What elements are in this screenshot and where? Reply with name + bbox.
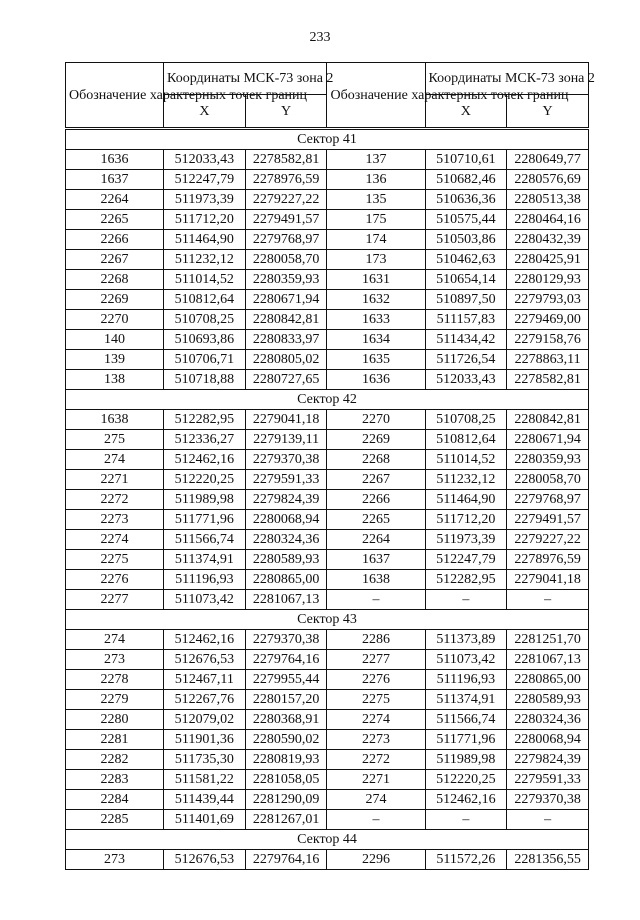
y-right: 2279469,00	[507, 310, 589, 330]
y-left: 2279370,38	[245, 630, 327, 650]
y-left: 2279227,22	[245, 190, 327, 210]
x-right: 511374,91	[425, 690, 507, 710]
point-id-left: 2282	[66, 750, 164, 770]
x-left: 511581,22	[164, 770, 246, 790]
sector-header-row	[66, 390, 589, 410]
y-left: 2280324,36	[245, 530, 327, 550]
y-right: 2280359,93	[507, 450, 589, 470]
point-id-right: 135	[327, 190, 425, 210]
table-row	[66, 430, 589, 450]
point-id-left: 2281	[66, 730, 164, 750]
table-row	[66, 410, 589, 430]
table-row	[66, 510, 589, 530]
table-body	[66, 129, 589, 870]
point-id-right: –	[327, 590, 425, 610]
x-right: 510812,64	[425, 430, 507, 450]
y-right: 2278582,81	[507, 370, 589, 390]
y-right: 2278976,59	[507, 550, 589, 570]
point-id-right: 136	[327, 170, 425, 190]
table-row	[66, 250, 589, 270]
x-right: 511073,42	[425, 650, 507, 670]
table-row	[66, 550, 589, 570]
x-right: 512033,43	[425, 370, 507, 390]
point-id-right: 2286	[327, 630, 425, 650]
y-right: 2280058,70	[507, 470, 589, 490]
table-row	[66, 650, 589, 670]
x-right: 510708,25	[425, 410, 507, 430]
y-right: 2280425,91	[507, 250, 589, 270]
point-id-right: 2271	[327, 770, 425, 790]
y-right: 2280513,38	[507, 190, 589, 210]
table-row	[66, 590, 589, 610]
x-right: 510654,14	[425, 270, 507, 290]
page-number: 233	[309, 30, 331, 45]
y-left: 2278976,59	[245, 170, 327, 190]
y-left: 2281290,09	[245, 790, 327, 810]
point-id-left: 2274	[66, 530, 164, 550]
x-left: 511014,52	[164, 270, 246, 290]
x-left: 511196,93	[164, 570, 246, 590]
x-right: 511014,52	[425, 450, 507, 470]
y-right: 2279768,97	[507, 490, 589, 510]
y-right: 2280576,69	[507, 170, 589, 190]
table-row	[66, 630, 589, 650]
y-right: 2279591,33	[507, 770, 589, 790]
header-designation-left: Обозначение характерных точек границ	[66, 63, 164, 129]
x-left: 510693,86	[164, 330, 246, 350]
table-row	[66, 210, 589, 230]
table-row	[66, 750, 589, 770]
x-right: 511434,42	[425, 330, 507, 350]
point-id-right: –	[327, 810, 425, 830]
point-id-right: 274	[327, 790, 425, 810]
y-right: 2280649,77	[507, 150, 589, 170]
header-x-left: X	[164, 95, 246, 129]
sector-header-row	[66, 129, 589, 150]
point-id-right: 2273	[327, 730, 425, 750]
y-right: 2279041,18	[507, 570, 589, 590]
x-left: 512033,43	[164, 150, 246, 170]
x-right: 510575,44	[425, 210, 507, 230]
x-left: 510812,64	[164, 290, 246, 310]
sector-header-row	[66, 830, 589, 850]
point-id-left: 2272	[66, 490, 164, 510]
point-id-left: 2271	[66, 470, 164, 490]
x-right: 510897,50	[425, 290, 507, 310]
table-row	[66, 670, 589, 690]
point-id-right: 1637	[327, 550, 425, 570]
y-left: 2280842,81	[245, 310, 327, 330]
x-left: 511989,98	[164, 490, 246, 510]
point-id-left: 273	[66, 850, 164, 870]
x-left: 511401,69	[164, 810, 246, 830]
point-id-left: 139	[66, 350, 164, 370]
x-left: 511073,42	[164, 590, 246, 610]
x-right: 511464,90	[425, 490, 507, 510]
y-left: 2280157,20	[245, 690, 327, 710]
table-row	[66, 150, 589, 170]
y-left: 2280865,00	[245, 570, 327, 590]
point-id-left: 2264	[66, 190, 164, 210]
table-row	[66, 270, 589, 290]
y-right: 2278863,11	[507, 350, 589, 370]
point-id-left: 275	[66, 430, 164, 450]
x-right: 510462,63	[425, 250, 507, 270]
header-coords-left: Координаты МСК-73 зона 2	[164, 63, 327, 95]
y-right: 2280129,93	[507, 270, 589, 290]
point-id-left: 140	[66, 330, 164, 350]
point-id-left: 2278	[66, 670, 164, 690]
x-right: 511232,12	[425, 470, 507, 490]
x-right: 511196,93	[425, 670, 507, 690]
x-left: 511973,39	[164, 190, 246, 210]
x-left: 511735,30	[164, 750, 246, 770]
x-left: 511771,96	[164, 510, 246, 530]
x-left: 512462,16	[164, 630, 246, 650]
x-left: 512282,95	[164, 410, 246, 430]
point-id-left: 2276	[66, 570, 164, 590]
table-row	[66, 290, 589, 310]
y-left: 2280805,02	[245, 350, 327, 370]
x-left: 511566,74	[164, 530, 246, 550]
table-row	[66, 710, 589, 730]
y-right: 2280865,00	[507, 670, 589, 690]
y-left: 2280068,94	[245, 510, 327, 530]
y-left: 2279764,16	[245, 650, 327, 670]
x-left: 512267,76	[164, 690, 246, 710]
sector-header-row	[66, 610, 589, 630]
x-left: 511901,36	[164, 730, 246, 750]
x-right: 512282,95	[425, 570, 507, 590]
x-left: 511712,20	[164, 210, 246, 230]
point-id-right: 2265	[327, 510, 425, 530]
point-id-right: 2272	[327, 750, 425, 770]
point-id-right: 175	[327, 210, 425, 230]
point-id-left: 2275	[66, 550, 164, 570]
point-id-left: 1638	[66, 410, 164, 430]
x-right: 511973,39	[425, 530, 507, 550]
sector-title: Сектор 43	[66, 610, 589, 630]
x-left: 511374,91	[164, 550, 246, 570]
y-left: 2280359,93	[245, 270, 327, 290]
x-left: 511232,12	[164, 250, 246, 270]
point-id-left: 274	[66, 630, 164, 650]
point-id-right: 2267	[327, 470, 425, 490]
y-right: 2279824,39	[507, 750, 589, 770]
table-row	[66, 570, 589, 590]
table-row	[66, 170, 589, 190]
x-left: 512079,02	[164, 710, 246, 730]
x-left: 510706,71	[164, 350, 246, 370]
point-id-right: 2274	[327, 710, 425, 730]
y-right: 2281251,70	[507, 630, 589, 650]
point-id-right: 1638	[327, 570, 425, 590]
point-id-right: 2270	[327, 410, 425, 430]
point-id-left: 274	[66, 450, 164, 470]
table-row	[66, 350, 589, 370]
point-id-left: 2270	[66, 310, 164, 330]
y-left: 2278582,81	[245, 150, 327, 170]
header-designation-right: Обозначение характерных точек границ	[327, 63, 425, 129]
point-id-left: 2266	[66, 230, 164, 250]
x-left: 510718,88	[164, 370, 246, 390]
point-id-right: 1632	[327, 290, 425, 310]
y-left: 2280833,97	[245, 330, 327, 350]
y-left: 2279041,18	[245, 410, 327, 430]
point-id-left: 2279	[66, 690, 164, 710]
header-x-right: X	[425, 95, 507, 129]
x-right: 510682,46	[425, 170, 507, 190]
y-left: 2280590,02	[245, 730, 327, 750]
y-right: 2280068,94	[507, 730, 589, 750]
coordinates-table	[65, 62, 595, 870]
y-right: –	[507, 590, 589, 610]
point-id-right: 174	[327, 230, 425, 250]
y-left: 2280819,93	[245, 750, 327, 770]
point-id-left: 1637	[66, 170, 164, 190]
point-id-left: 2285	[66, 810, 164, 830]
y-right: 2279793,03	[507, 290, 589, 310]
x-right: 512247,79	[425, 550, 507, 570]
y-right: 2281067,13	[507, 650, 589, 670]
point-id-left: 273	[66, 650, 164, 670]
y-right: 2280324,36	[507, 710, 589, 730]
table-row	[66, 470, 589, 490]
y-right: 2279370,38	[507, 790, 589, 810]
x-right: –	[425, 810, 507, 830]
header-y-right: Y	[507, 95, 589, 129]
y-right: 2279227,22	[507, 530, 589, 550]
point-id-right: 1635	[327, 350, 425, 370]
point-id-left: 1636	[66, 150, 164, 170]
x-left: 512247,79	[164, 170, 246, 190]
y-left: 2280671,94	[245, 290, 327, 310]
table-row	[66, 810, 589, 830]
point-id-left: 2268	[66, 270, 164, 290]
table-row	[66, 370, 589, 390]
point-id-right: 2275	[327, 690, 425, 710]
point-id-left: 2265	[66, 210, 164, 230]
x-right: 512220,25	[425, 770, 507, 790]
x-right: 511726,54	[425, 350, 507, 370]
sector-title: Сектор 44	[66, 830, 589, 850]
point-id-left: 138	[66, 370, 164, 390]
table-row	[66, 490, 589, 510]
y-left: 2279491,57	[245, 210, 327, 230]
x-right: 511157,83	[425, 310, 507, 330]
table-row	[66, 310, 589, 330]
x-left: 511464,90	[164, 230, 246, 250]
y-left: 2281067,13	[245, 590, 327, 610]
table-row	[66, 850, 589, 870]
table-row	[66, 190, 589, 210]
y-left: 2280727,65	[245, 370, 327, 390]
y-left: 2279139,11	[245, 430, 327, 450]
point-id-right: 1631	[327, 270, 425, 290]
table-row	[66, 690, 589, 710]
y-right: –	[507, 810, 589, 830]
y-left: 2279764,16	[245, 850, 327, 870]
x-right: –	[425, 590, 507, 610]
y-left: 2281267,01	[245, 810, 327, 830]
sector-title: Сектор 41	[66, 129, 589, 150]
x-left: 510708,25	[164, 310, 246, 330]
point-id-right: 2268	[327, 450, 425, 470]
x-left: 512336,27	[164, 430, 246, 450]
x-right: 511572,26	[425, 850, 507, 870]
x-left: 512467,11	[164, 670, 246, 690]
x-right: 510636,36	[425, 190, 507, 210]
y-left: 2279370,38	[245, 450, 327, 470]
table-row	[66, 770, 589, 790]
y-right: 2279491,57	[507, 510, 589, 530]
y-left: 2280368,91	[245, 710, 327, 730]
point-id-left: 2273	[66, 510, 164, 530]
point-id-left: 2269	[66, 290, 164, 310]
y-right: 2280842,81	[507, 410, 589, 430]
x-right: 511771,96	[425, 730, 507, 750]
point-id-right: 2269	[327, 430, 425, 450]
table-row	[66, 730, 589, 750]
y-right: 2281356,55	[507, 850, 589, 870]
x-right: 512462,16	[425, 790, 507, 810]
x-right: 511566,74	[425, 710, 507, 730]
x-left: 512676,53	[164, 650, 246, 670]
table-row	[66, 230, 589, 250]
point-id-right: 2264	[327, 530, 425, 550]
point-id-right: 2266	[327, 490, 425, 510]
y-left: 2280589,93	[245, 550, 327, 570]
table-row	[66, 330, 589, 350]
point-id-right: 1636	[327, 370, 425, 390]
point-id-right: 137	[327, 150, 425, 170]
point-id-left: 2280	[66, 710, 164, 730]
point-id-right: 173	[327, 250, 425, 270]
point-id-left: 2277	[66, 590, 164, 610]
point-id-left: 2283	[66, 770, 164, 790]
table-row	[66, 450, 589, 470]
y-right: 2280589,93	[507, 690, 589, 710]
point-id-left: 2267	[66, 250, 164, 270]
x-left: 512462,16	[164, 450, 246, 470]
point-id-right: 1633	[327, 310, 425, 330]
y-left: 2279591,33	[245, 470, 327, 490]
y-left: 2279955,44	[245, 670, 327, 690]
x-left: 511439,44	[164, 790, 246, 810]
x-right: 510710,61	[425, 150, 507, 170]
header-coords-right: Координаты МСК-73 зона 2	[425, 63, 588, 95]
y-left: 2281058,05	[245, 770, 327, 790]
x-right: 511989,98	[425, 750, 507, 770]
y-left: 2280058,70	[245, 250, 327, 270]
point-id-left: 2284	[66, 790, 164, 810]
x-left: 512220,25	[164, 470, 246, 490]
y-left: 2279824,39	[245, 490, 327, 510]
y-right: 2280671,94	[507, 430, 589, 450]
y-right: 2279158,76	[507, 330, 589, 350]
point-id-right: 1634	[327, 330, 425, 350]
point-id-right: 2277	[327, 650, 425, 670]
x-right: 511373,89	[425, 630, 507, 650]
table-row	[66, 790, 589, 810]
x-right: 511712,20	[425, 510, 507, 530]
y-left: 2279768,97	[245, 230, 327, 250]
table-row	[66, 530, 589, 550]
point-id-right: 2276	[327, 670, 425, 690]
y-right: 2280432,39	[507, 230, 589, 250]
x-right: 510503,86	[425, 230, 507, 250]
sector-title: Сектор 42	[66, 390, 589, 410]
header-y-left: Y	[245, 95, 327, 129]
x-left: 512676,53	[164, 850, 246, 870]
point-id-right: 2296	[327, 850, 425, 870]
y-right: 2280464,16	[507, 210, 589, 230]
